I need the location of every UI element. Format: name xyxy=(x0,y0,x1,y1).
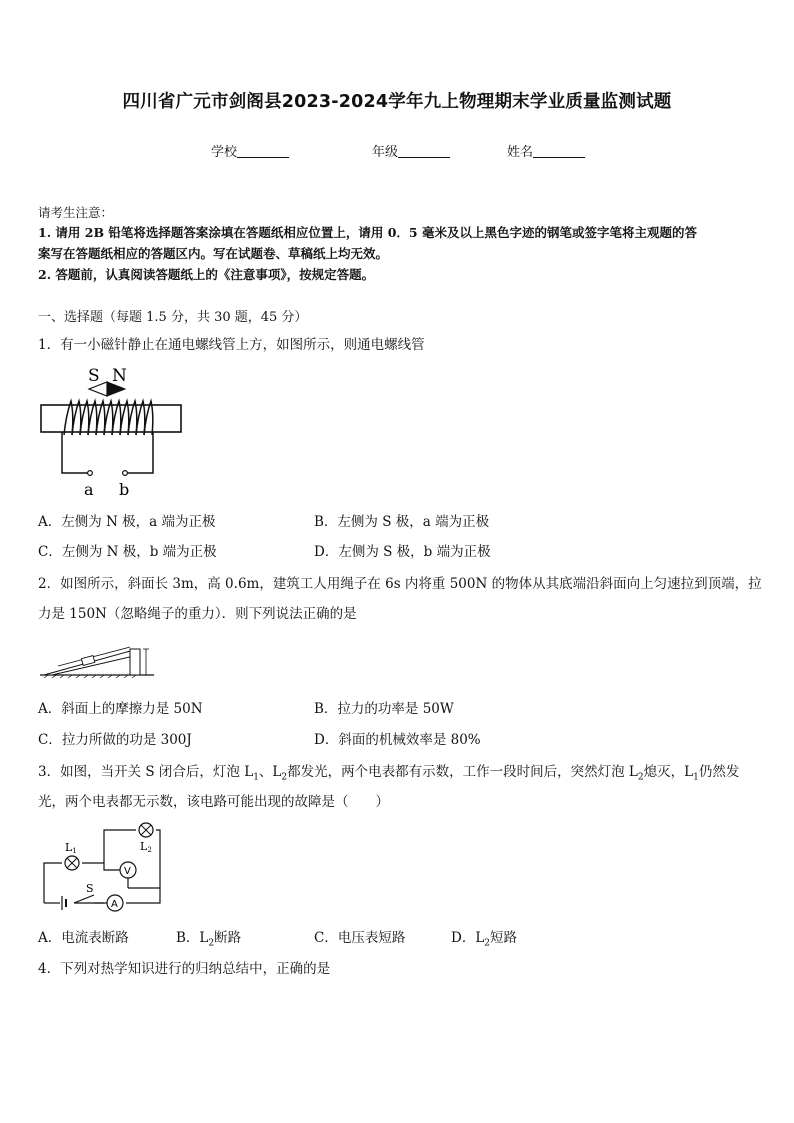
voltmeter-label: V xyxy=(124,866,131,877)
name-blank xyxy=(533,145,585,158)
bulb-l1-label: L1 xyxy=(65,841,77,855)
notice-item1-line1: 1. 请用 2B 铅笔将选择题答案涂填在答题纸相应位置上，请用 0．5 毫米及以上黑色字迹的钢笔或签字笔将主观题的答 xyxy=(38,225,697,240)
q3-stem-line1 xyxy=(38,760,739,783)
notice-heading: 请考生注意： xyxy=(38,205,114,220)
lead-wire-b xyxy=(127,432,153,473)
q3-stem-part-c: 都发光，两个电表都有示数，工作一段时间后，突然灯泡 L xyxy=(287,764,638,780)
q2-option-b: B．拉力的功率是 50W xyxy=(314,701,454,717)
terminal-b-label: b xyxy=(119,480,130,499)
school-field xyxy=(211,141,289,160)
q3-sub-2b: 2 xyxy=(637,772,644,783)
terminal-a xyxy=(88,471,93,476)
lead-wire-a xyxy=(62,432,88,473)
compass-n-label: N xyxy=(112,366,127,386)
incline-support xyxy=(130,649,140,675)
circuit-wire-upper xyxy=(104,830,136,863)
q3-option-d-prefix: D．L xyxy=(451,930,485,946)
circuit-wire-left xyxy=(44,863,62,903)
q3-stem-part-e: 仍然发 xyxy=(698,764,740,780)
q3-option-b-prefix: B．L xyxy=(176,930,209,946)
q2-option-a: A．斜面上的摩擦力是 50N xyxy=(38,701,203,717)
q1-stem: 1．有一小磁针静止在通电螺线管上方，如图所示，则通电螺线管 xyxy=(38,337,425,353)
q3-stem-line2: 光，两个电表都无示数，该电路可能出现的故障是（ ） xyxy=(38,794,389,810)
q2-stem-line2: 力是 150N（忽略绳子的重力）．则下列说法正确的是 xyxy=(38,606,357,622)
q3-stem-part-b: 、L xyxy=(258,764,282,780)
notice-item1-line2: 案写在答题纸相应的答题区内。写在试题卷、草稿纸上均无效。 xyxy=(38,246,389,261)
q3-sub-2a: 2 xyxy=(281,772,288,783)
q3-stem-part-a: 3．如图，当开关 S 闭合后，灯泡 L xyxy=(38,764,254,780)
name-field xyxy=(507,141,585,160)
school-blank xyxy=(237,145,289,158)
switch-label: S xyxy=(86,882,94,895)
q3-sub-1a: 1 xyxy=(253,772,259,783)
q4-stem: 4．下列对热学知识进行的归纳总结中，正确的是 xyxy=(38,961,331,977)
q3-option-d-text: 短路 xyxy=(490,930,518,946)
grade-label: 年级 xyxy=(372,145,399,160)
q1-solenoid-figure xyxy=(38,363,188,498)
q1-option-a: A．左侧为 N 极，a 端为正极 xyxy=(38,514,216,530)
q3-option-b-text: 断路 xyxy=(214,930,242,946)
q3-circuit-figure xyxy=(38,820,168,915)
solenoid-tube xyxy=(41,405,181,432)
q3-stem-part-d: 熄灭，L xyxy=(643,764,694,780)
switch-blade xyxy=(74,895,94,903)
q3-option-a: A．电流表断路 xyxy=(38,930,129,946)
q1-option-c: C．左侧为 N 极，b 端为正极 xyxy=(38,544,217,560)
q3-option-d-sub: 2 xyxy=(484,938,491,949)
q1-option-d: D．左侧为 S 极，b 端为正极 xyxy=(314,544,491,560)
q3-option-b-sub: 2 xyxy=(208,938,215,949)
name-label: 姓名 xyxy=(507,145,534,160)
grade-blank xyxy=(398,145,450,158)
ammeter-label: A xyxy=(111,899,118,910)
q3-option-d xyxy=(451,926,517,949)
school-label: 学校 xyxy=(211,145,238,160)
q2-option-c: C．拉力所做的功是 300J xyxy=(38,732,192,748)
q2-option-d: D．斜面的机械效率是 80% xyxy=(314,732,481,748)
grade-field xyxy=(372,141,450,160)
q2-incline-figure xyxy=(38,640,158,680)
q2-stem-line1: 2．如图所示，斜面长 3m，高 0.6m，建筑工人用绳子在 6s 内将重 500N 的物体从其底端沿斜面向上匀速拉到顶端，拉 xyxy=(38,576,762,592)
page-title: 四川省广元市剑阁县2023-2024学年九上物理期末学业质量监测试题 xyxy=(122,92,672,112)
q3-sub-1b: 1 xyxy=(693,772,699,783)
q3-option-b xyxy=(176,926,241,949)
compass-s-label: S xyxy=(88,366,100,386)
section1-heading: 一、选择题（每题 1.5 分，共 30 题，45 分） xyxy=(38,310,308,325)
q1-option-b: B．左侧为 S 极，a 端为正极 xyxy=(314,514,490,530)
bulb-l2-label: L2 xyxy=(140,840,152,854)
terminal-b xyxy=(123,471,128,476)
terminal-a-label: a xyxy=(84,480,94,499)
notice-item2: 2. 答题前，认真阅读答题纸上的《注意事项》，按规定答题。 xyxy=(38,267,375,282)
q3-option-c: C．电压表短路 xyxy=(314,930,406,946)
